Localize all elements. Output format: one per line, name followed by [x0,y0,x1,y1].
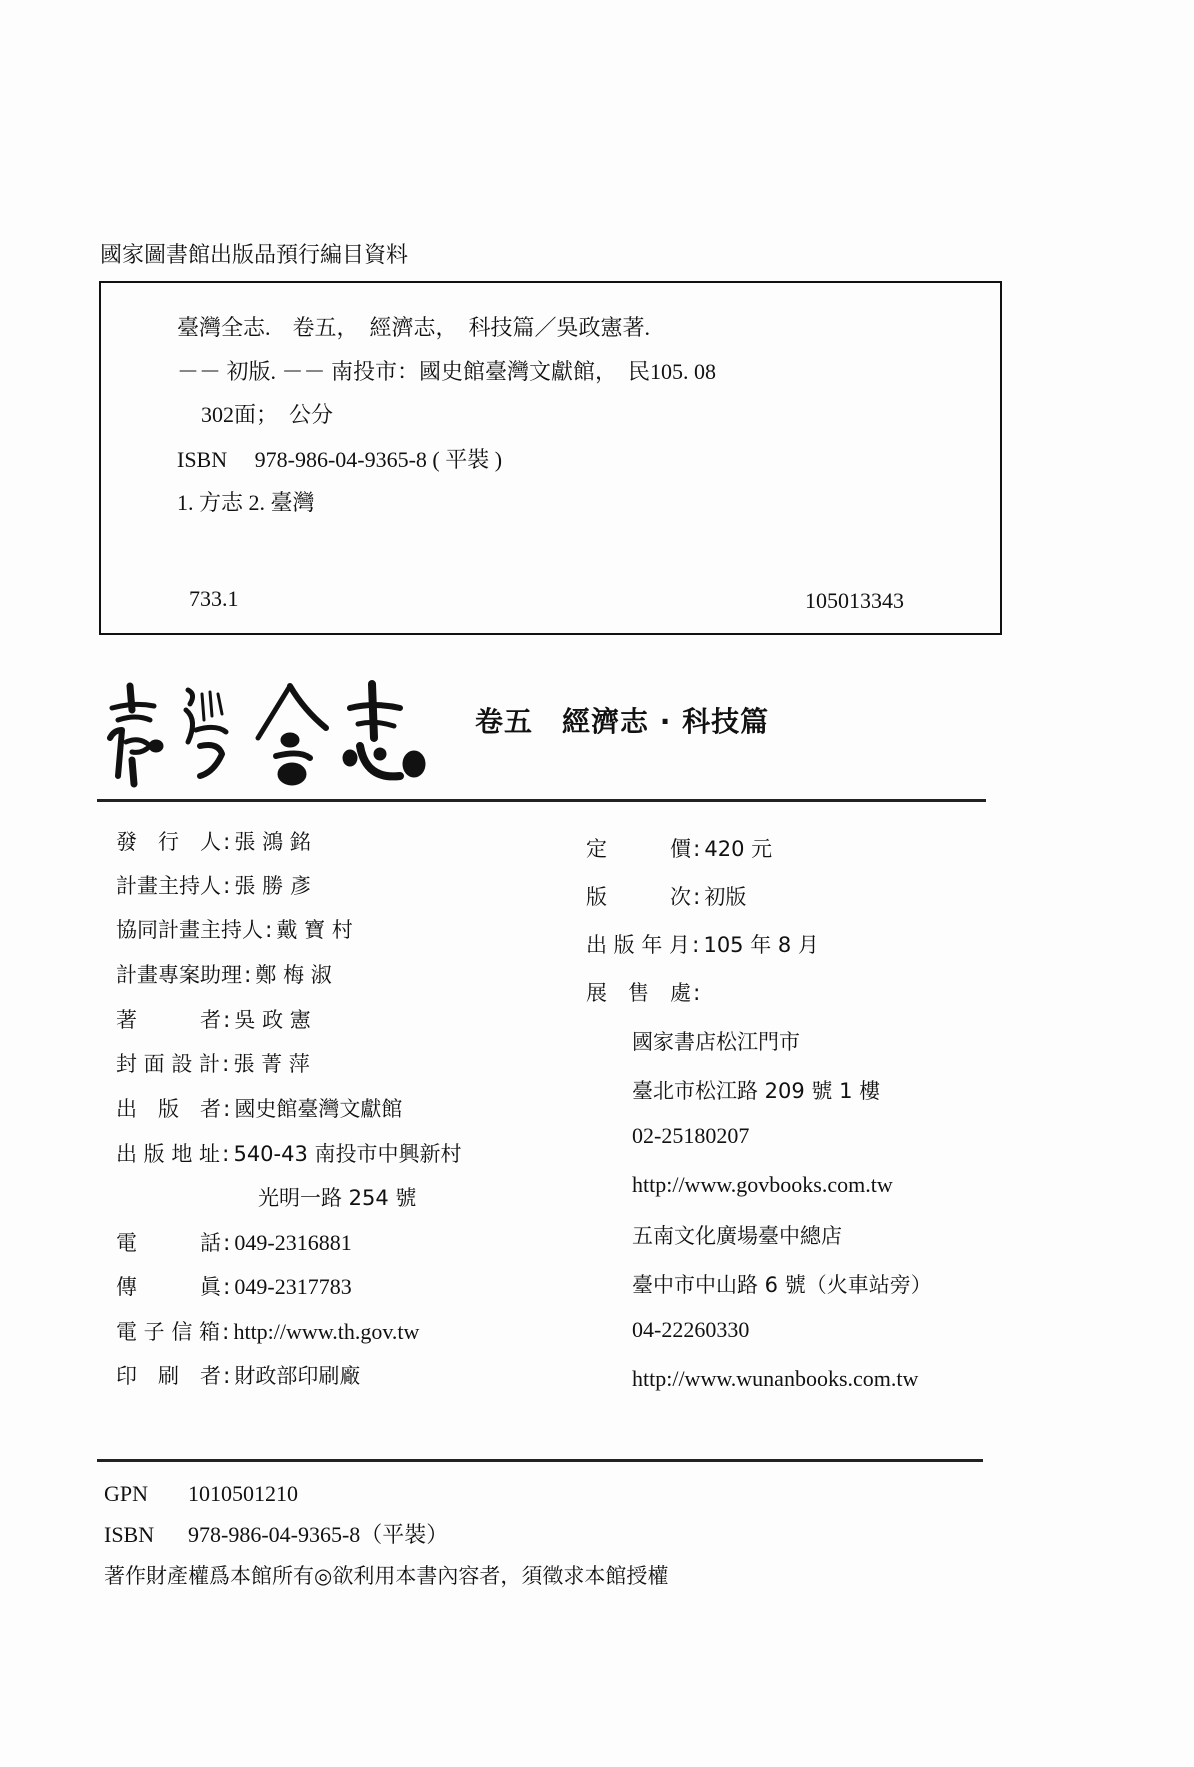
copyright-notice: 著作財產權爲本館所有◎欲利用本書內容者，須徵求本館授權 [104,1564,669,1588]
cip-heading: 國家圖書館出版品預行編目資料 [100,242,409,267]
credit-label: 計畫主持人 [116,874,221,898]
credit-value: 540-43 南投市中興新村 [233,1142,462,1166]
info-label: 展 售 處 [586,981,691,1005]
seller-1-url[interactable]: http://www.govbooks.com.tw [632,1172,893,1197]
credit-label: 電 子 信 箱 [116,1320,221,1344]
credit-co-lead: 協同計畫主持人 : 戴 寶 村 [116,914,353,944]
bottom-divider [97,1459,983,1462]
credit-author: 著 者 : 吳 政 憲 [116,1004,311,1034]
info-value: 420 元 [704,837,773,861]
seller-2-name: 五南文化廣場臺中總店 [632,1224,842,1248]
credit-website-link[interactable]: http://www.th.gov.tw [233,1319,420,1344]
credit-publisher-person: 發 行 人 : 張 鴻 銘 [116,826,311,856]
gpn-label: GPN [104,1481,149,1506]
cip-record-box [99,281,1002,635]
info-label: 版 次 [586,885,691,909]
credit-address: 出 版 地 址 : 540-43 南投市中興新村 [116,1138,462,1168]
gpn-value: 1010501210 [188,1481,298,1506]
credit-label: 電 話 [116,1231,221,1255]
seller-2-url[interactable]: http://www.wunanbooks.com.tw [632,1366,919,1391]
credit-fax: 傳 眞 : 049-2317783 [116,1271,352,1301]
seller-1-address: 臺北市松江路 209 號 1 樓 [632,1079,881,1103]
cip-isbn-line: ISBN 978-986-04-9365-8 ( 平裝 ) [177,447,503,472]
isbn-label: ISBN [104,1522,155,1547]
credit-label: 出 版 者 [116,1097,221,1121]
cip-title-line: 臺灣全志. 卷五， 經濟志， 科技篇／吳政憲著. [177,315,651,340]
credit-project-assistant: 計畫專案助理 : 鄭 梅 淑 [116,959,332,989]
credit-value: 吳 政 憲 [234,1008,311,1032]
credit-label: 著 者 [116,1008,221,1032]
credit-label: 封 面 設 計 [116,1052,221,1076]
isbn-value: 978-986-04-9365-8（平裝） [188,1522,449,1547]
calligraphy-logo-icon [104,680,434,790]
credit-label: 印 刷 者 [116,1364,221,1388]
credit-value: 財政部印刷廠 [234,1364,361,1388]
credit-website: 電 子 信 箱 : http://www.th.gov.tw [116,1316,419,1346]
seller-1-name: 國家書店松江門市 [632,1030,800,1054]
cip-subjects-line: 1. 方志 2. 臺灣 [177,490,315,515]
info-label: 定 價 [586,837,691,861]
info-publish-date: 出 版 年 月 : 105 年 8 月 [586,929,819,959]
cip-record-number: 105013343 [805,588,904,613]
seller-2-address: 臺中市中山路 6 號（火車站旁） [632,1273,932,1297]
info-label: 出 版 年 月 [586,933,691,957]
cip-pages-line: 302面； 公分 [201,402,334,427]
credit-printer: 印 刷 者 : 財政部印刷廠 [116,1360,360,1390]
credit-phone: 電 話 : 049-2316881 [116,1227,352,1257]
info-edition: 版 次 : 初版 [586,881,746,911]
credit-value: 鄭 梅 淑 [255,963,332,987]
credit-label: 傳 眞 [116,1275,221,1299]
credit-label: 協同計畫主持人 [116,918,263,942]
credit-label: 出 版 地 址 [116,1142,221,1166]
footer-gpn [104,1481,298,1507]
credit-value: 049-2316881 [234,1230,352,1255]
credit-publisher: 出 版 者 : 國史館臺灣文獻館 [116,1093,402,1123]
credit-label: 計畫專案助理 [116,963,242,987]
info-value: 初版 [704,885,747,909]
title-calligraphy-logo [104,680,434,790]
info-price: 定 價 : 420 元 [586,833,772,863]
cip-edition-line: －－ 初版. －－ 南投市：國史館臺灣文獻館， 民105. 08 [177,359,717,384]
seller-1-phone: 02-25180207 [632,1123,750,1148]
credit-label: 發 行 人 [116,830,221,854]
credit-address-continued [258,1182,416,1212]
credit-value: 張 勝 彥 [234,874,311,898]
info-value: 105 年 8 月 [703,933,819,957]
credit-cover-design: 封 面 設 計 : 張 菁 萍 [116,1048,310,1078]
credit-project-lead: 計畫主持人 : 張 勝 彥 [116,870,311,900]
credit-value: 張 菁 萍 [233,1052,310,1076]
seller-2-phone: 04-22260330 [632,1317,750,1342]
top-divider [97,799,986,802]
info-sales-outlets: 展 售 處 : [586,977,704,1007]
credit-value: 戴 寶 村 [276,918,353,942]
cip-classification: 733.1 [189,586,239,611]
credit-value: 光明一路 254 號 [258,1186,417,1210]
footer-isbn [104,1518,448,1549]
volume-subtitle: 卷五 經濟志 · 科技篇 [475,705,770,738]
credit-value: 國史館臺灣文獻館 [234,1097,403,1121]
credit-value: 張 鴻 銘 [234,830,311,854]
credit-value: 049-2317783 [234,1274,352,1299]
